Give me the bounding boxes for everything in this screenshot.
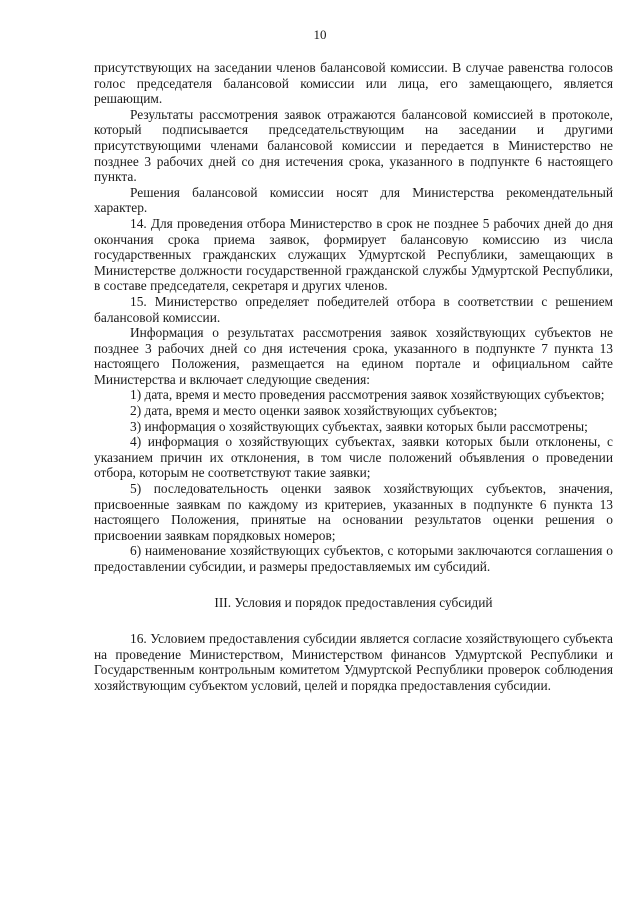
paragraph: 15. Министерство определяет победителей отбора в соответствии с решением балансовой комиссии. <box>94 293 613 325</box>
paragraph: 16. Условием предоставления субсидии является согласие хозяйствующего субъекта на проведение Министерством, Министерством финансов Удмуртской Республики и Государственным контрольным комитетом Удмуртской Республики проверок соблюдения хозяйствующим субъектом условий, целей и порядка предоставления субсидии. <box>94 631 613 693</box>
paragraph: 3) информация о хозяйствующих субъектах, заявки которых были рассмотрены; <box>130 418 588 434</box>
paragraph: Решения балансовой комиссии носят для Министерства рекомендательный характер. <box>94 184 613 216</box>
paragraph: 4) информация о хозяйствующих субъектах, заявки которых были отклонены, с указанием причин их отклонения, в том числе положений объявления о проведении отбора, которым не соответствуют такие заявки; <box>94 434 613 481</box>
paragraph: 5) последовательность оценки заявок хозяйствующих субъектов, значения, присвоенные заявкам по каждому из критериев, указанных в подпункте 6 пункта 13 настоящего Положения, принятые на основании результатов оценки решения о присвоении заявкам порядковых номеров; <box>94 481 613 543</box>
paragraphs-after-heading <box>94 631 613 693</box>
page-number: 10 <box>313 27 327 42</box>
paragraph: 6) наименование хозяйствующих субъектов, с которыми заключаются соглашения о предоставлении субсидии, и размеры предоставляемых им субсидий. <box>94 543 613 574</box>
section-heading: III. Условия и порядок предоставления субсидий <box>214 594 493 610</box>
paragraph: 14. Для проведения отбора Министерство в срок не позднее 5 рабочих дней до дня окончания срока приема заявок, формирует балансовую комиссию из числа государственных гражданских служащих Удмуртской Республики, замещающих в Министерстве должности государственной гражданской службы Удмуртской Республики, в составе председателя, секретаря и других членов. <box>94 215 613 294</box>
document-body <box>94 60 613 694</box>
paragraph: 2) дата, время и место оценки заявок хозяйствующих субъектов; <box>130 403 498 419</box>
paragraph: 1) дата, время и место проведения рассмотрения заявок хозяйствующих субъектов; <box>130 387 605 403</box>
paragraph: Информация о результатах рассмотрения заявок хозяйствующих субъектов не позднее 3 рабочих дней со дня истечения срока, указанного в подпункте 7 пункта 13 настоящего Положения, размещается на едином портале и официальном сайте Министерства и включает следующие сведения: <box>94 325 613 387</box>
paragraphs-before-heading <box>94 60 613 575</box>
paragraph: присутствующих на заседании членов балансовой комиссии. В случае равенства голосов голос председателя балансовой комиссии или лица, его замещающего, является решающим. <box>94 60 613 107</box>
paragraph: Результаты рассмотрения заявок отражаются балансовой комиссией в протоколе, который подписывается председательствующим на заседании и другими присутствующими членами балансовой комиссии и передается в Министерство не позднее 3 рабочих дней со дня истечения срока, указанного в подпункте 6 настоящего пункта. <box>94 106 613 185</box>
